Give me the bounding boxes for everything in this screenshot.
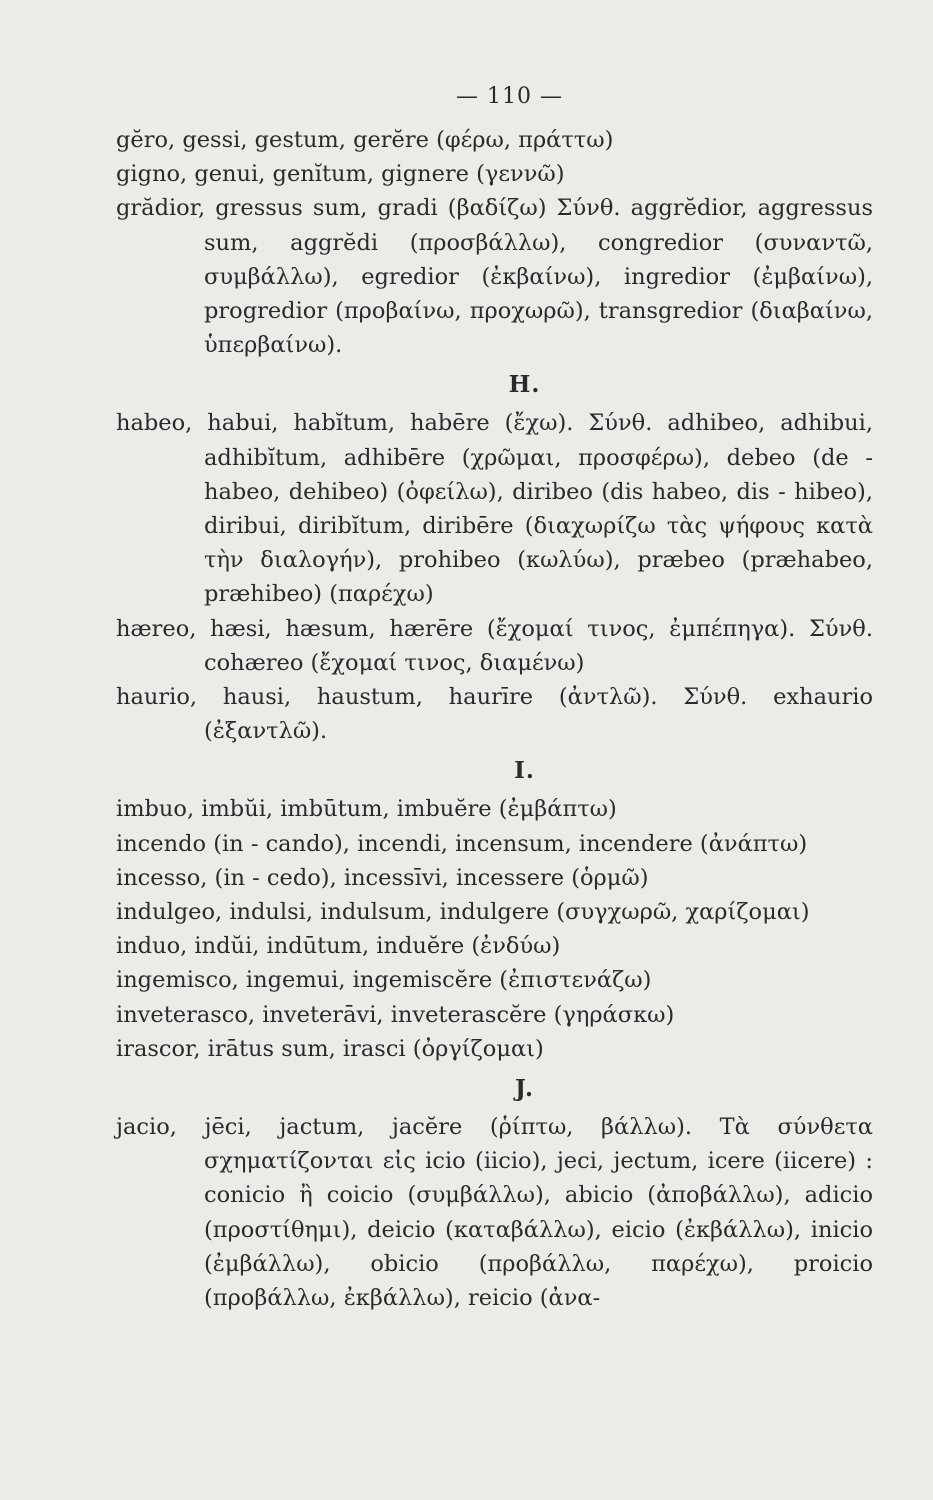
entry-incesso: incesso, (in - cedo), incessīvi, incessere (ὁρμῶ) (116, 864, 649, 891)
entry-incendo: incendo (in - cando), incendi, incensum, incendere (ἀνάπτω) (116, 830, 808, 857)
entry-gigno: gigno, genui, genĭtum, gignere (γεννῶ) (116, 161, 565, 188)
entry-induo: induo, indŭi, indūtum, induĕre (ἐνδύω) (116, 933, 561, 960)
entry-imbuo: imbuo, imbŭi, imbūtum, imbuĕre (ἐμβάπτω) (116, 796, 617, 823)
section-heading-h: H. (508, 371, 541, 399)
entry-ingemisco: ingemisco, ingemui, ingemiscĕre (ἐπιστενάζω) (116, 967, 652, 994)
entry-indulgeo: indulgeo, indulsi, indulsum, indulgere (συγχωρῶ, χαρίζομαι) (116, 899, 810, 926)
entry-gero: gĕro, gessi, gestum, gerĕre (φέρω, πράττω) (116, 127, 614, 153)
section-heading-i: I. (514, 757, 535, 785)
section-heading-j: J. (514, 1075, 535, 1103)
page-number: — 110 — (456, 84, 563, 109)
entry-habeo: habeo, habui, habĭtum, habēre (ἔχω). Σύνθ. adhibeo, adhibui, adhibĭtum, adhibēre (χρῶμαι, προσφέρω), debeo (de - habeo, dehibeo) (ὀφείλω), diribeo (dis habeo, dis - hibeo), diribui, diribĭtum, diribēre (διαχωρίζω τὰς ψήφους κατὰ τὴν διαλογήν), prohibeo (κωλύω), præbeo (præhabeo, præhibeo) (παρέχω) (116, 410, 873, 608)
entry-gradior: grădior, gressus sum, gradi (βαδίζω) Σύνθ. aggrĕdior, aggressus sum, aggrĕdi (προσβάλλω), congredior (συναντῶ, συμβάλλω), egredior (ἐκβαίνω), ingredior (ἐμβαίνω), progredior (προβαίνω, προχωρῶ), transgredior (διαβαίνω, ὑπερβαίνω). (116, 195, 873, 359)
entry-irascor: irascor, irātus sum, irasci (ὀργίζομαι) (116, 1035, 544, 1062)
entry-haurio: haurio, hausi, haustum, haurīre (ἀντλῶ). Σύνθ. exhaurio (ἐξαντλῶ). (116, 684, 873, 745)
entry-inveterasco: inveterasco, inveterāvi, inveterascĕre (γηράσκω) (116, 1001, 675, 1028)
entry-jacio: jacio, jēci, jactum, jacĕre (ῥίπτω, βάλλω). Τὰ σύνθετα σχηματίζονται εἰς icio (iicio), jeci, jectum, icere (iicere) : conicio ἢ coicio (συμβάλλω), abicio (ἀποβάλλω), adicio (προστίθημι), deicio (καταβάλλω), eicio (ἐκβάλλω), inicio (ἐμβάλλω), obicio (προβάλλω, παρέχω), proicio (προβάλλω, ἐκβάλλω), reicio (ἀνα- (116, 1114, 873, 1312)
entry-haereo: hæreo, hæsi, hæsum, hærēre (ἔχομαί τινος, ἐμπέπηγα). Σύνθ. cohæreo (ἔχομαί τινος, διαμένω) (116, 615, 873, 676)
